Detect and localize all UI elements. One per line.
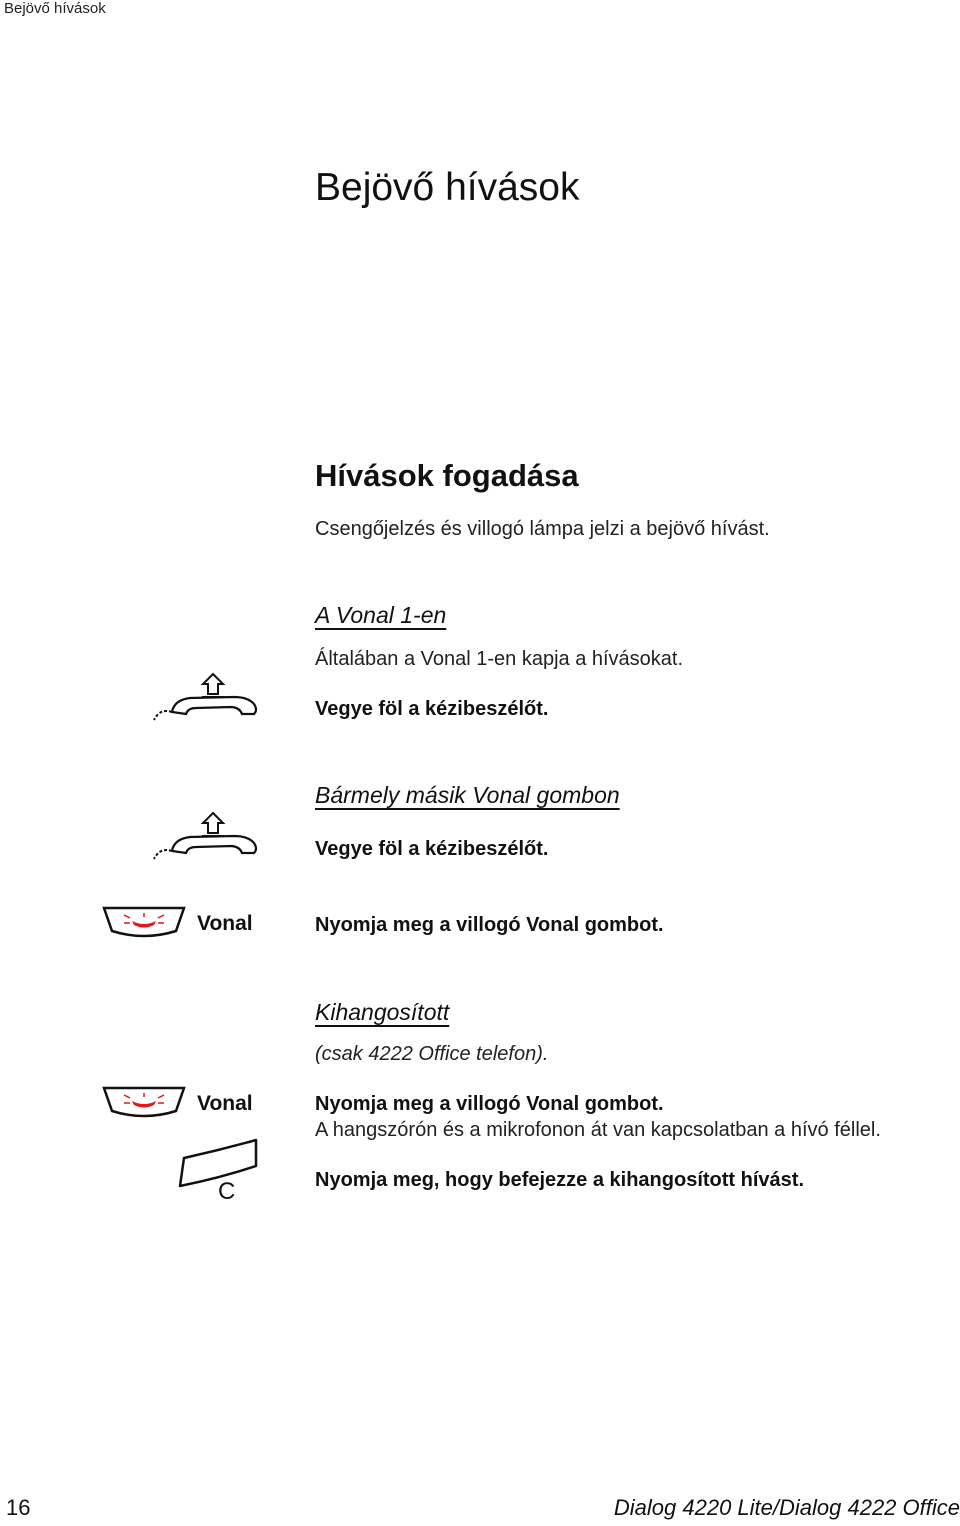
other-line-instruction: Vegye föl a kézibeszélőt.	[315, 838, 549, 860]
handsfree-key-instruction: Nyomja meg a villogó Vonal gombot.	[315, 1093, 664, 1115]
page-number: 16	[6, 1495, 31, 1520]
section-intro: Csengőjelzés és villogó lámpa jelzi a bejövő hívást.	[315, 518, 770, 540]
clear-key-instruction: Nyomja meg, hogy befejezze a kihangosított hívást.	[315, 1169, 804, 1191]
subheading-line1: A Vonal 1-en	[315, 602, 447, 628]
line-key-label: Vonal	[197, 912, 253, 935]
line-key-icon[interactable]	[102, 1085, 186, 1119]
handsfree-note: (csak 4222 Office telefon).	[315, 1043, 549, 1065]
subheading-handsfree: Kihangosított	[315, 999, 450, 1025]
page-title: Bejövő hívások	[315, 166, 580, 209]
subheading-other-line: Bármely másik Vonal gombon	[315, 782, 620, 808]
handsfree-line-key-label: Vonal	[197, 1092, 253, 1115]
line-key-icon[interactable]	[102, 905, 186, 939]
running-header: Bejövő hívások	[4, 0, 106, 17]
handsfree-description: A hangszórón és a mikrofonon át van kapcsolatban a hívó féllel.	[315, 1119, 881, 1141]
other-line-key-instruction: Nyomja meg a villogó Vonal gombot.	[315, 914, 664, 936]
clear-key-label: C	[218, 1178, 236, 1205]
product-name: Dialog 4220 Lite/Dialog 4222 Office	[613, 1495, 960, 1520]
handset-lift-icon	[150, 672, 262, 728]
section-heading: Hívások fogadása	[315, 458, 579, 493]
line1-text: Általában a Vonal 1-en kapja a hívásokat.	[315, 648, 684, 670]
handset-lift-icon	[150, 811, 262, 867]
line1-instruction: Vegye föl a kézibeszélőt.	[315, 698, 549, 720]
